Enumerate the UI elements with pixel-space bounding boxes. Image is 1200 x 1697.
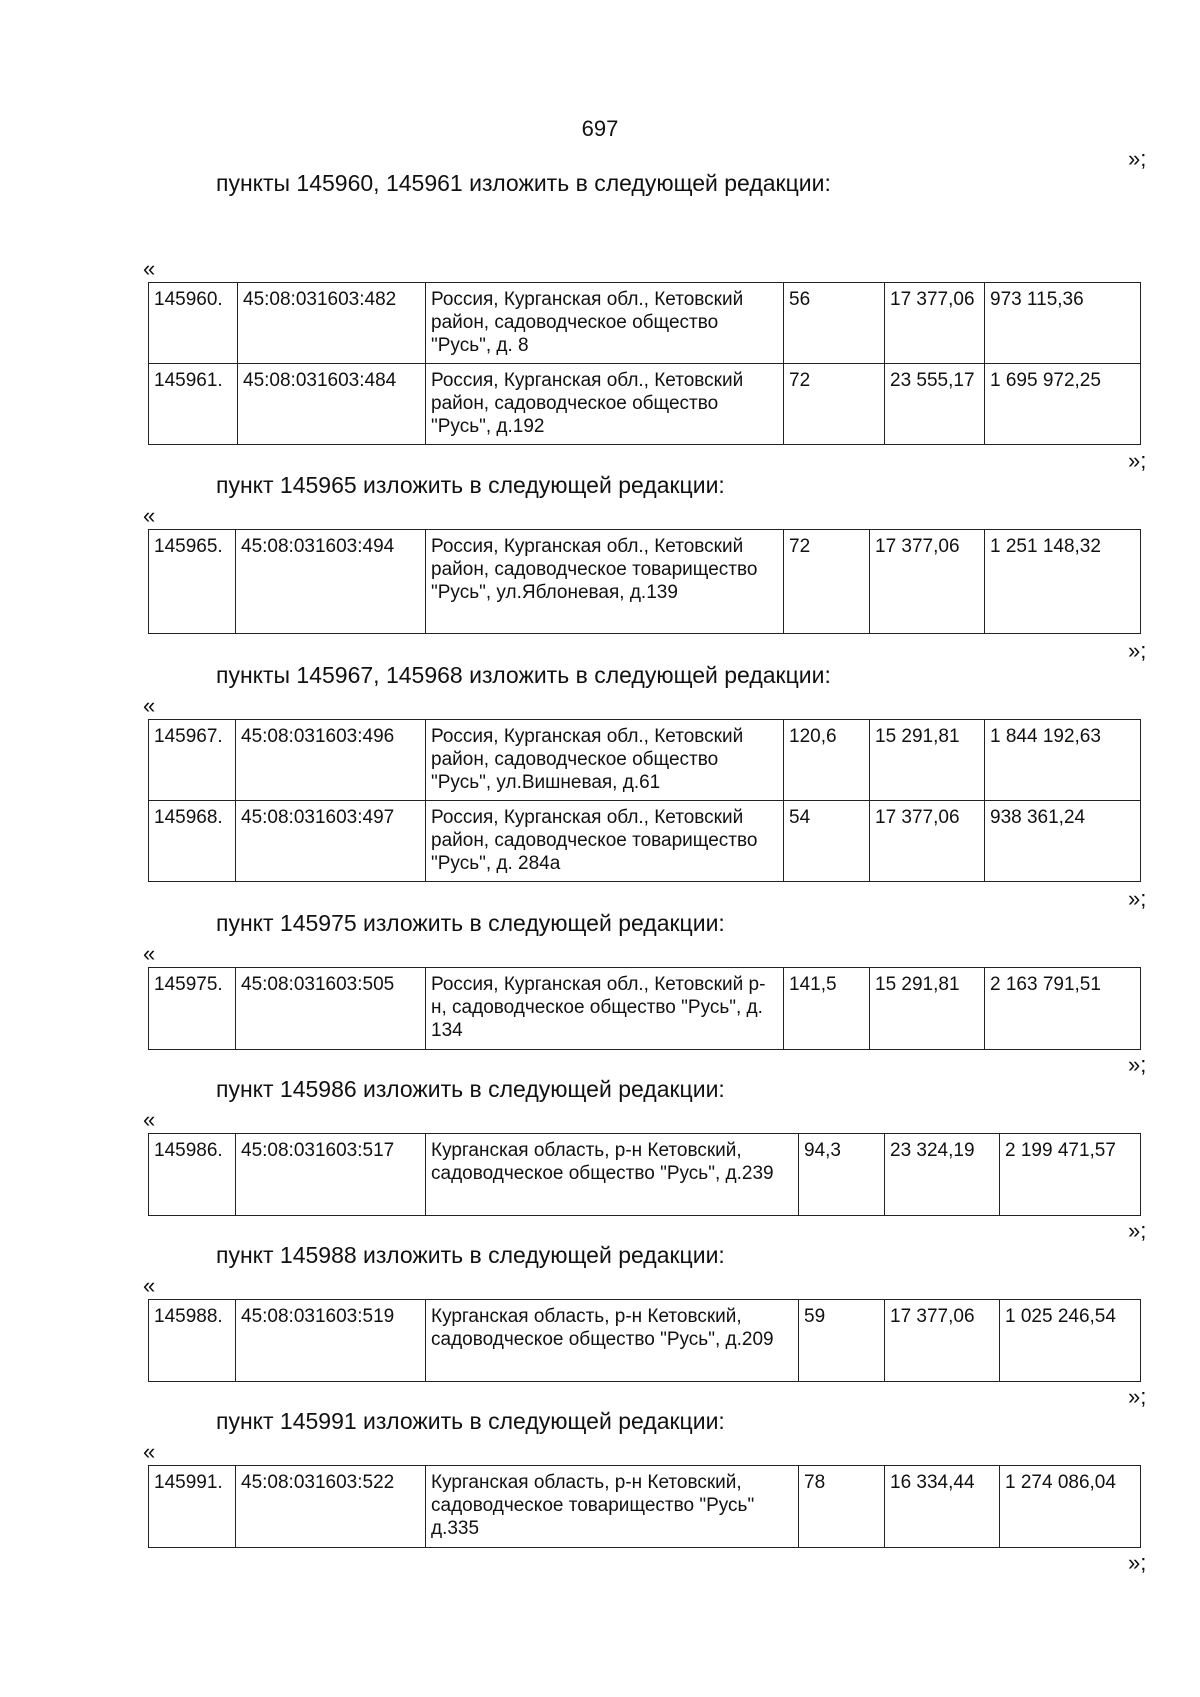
specific-value: 15 291,81: [870, 720, 985, 801]
row-number: 145988.: [149, 1300, 236, 1382]
specific-value: 16 334,44: [885, 1466, 1000, 1548]
table-row: [149, 968, 1141, 1050]
close-quote: »;: [1128, 1218, 1147, 1243]
cadastral-number: 45:08:031603:497: [236, 801, 426, 882]
section-intro: пункт 145965 изложить в следующей редакции:: [216, 472, 725, 498]
address: Курганская область, р-н Кетовский, садоводческое общество "Русь", д.209: [426, 1300, 799, 1382]
row-number: 145968.: [149, 801, 236, 882]
area: 56: [784, 283, 885, 364]
table-row: [149, 1300, 1141, 1382]
cadastral-value: 938 361,24: [985, 801, 1141, 882]
open-quote: «: [143, 693, 156, 718]
close-quote: »;: [1128, 448, 1147, 473]
close-quote: »;: [1128, 1052, 1147, 1077]
row-number: 145961.: [149, 364, 238, 445]
open-quote: «: [143, 256, 156, 281]
entry-table: [148, 967, 1141, 1050]
section-intro: пункт 145975 изложить в следующей редакции:: [216, 910, 725, 936]
cadastral-number: 45:08:031603:517: [236, 1134, 426, 1216]
specific-value: 23 324,19: [885, 1134, 1000, 1216]
cadastral-value: 2 199 471,57: [1000, 1134, 1141, 1216]
cadastral-value: 1 274 086,04: [1000, 1466, 1141, 1548]
cadastral-value: 1 695 972,25: [985, 364, 1141, 445]
address: Курганская область, р-н Кетовский, садоводческое товарищество "Русь" д.335: [426, 1466, 799, 1548]
entry-table: [148, 282, 1141, 445]
address: Россия, Курганская обл., Кетовский р-н, садоводческое общество "Русь", д. 134: [426, 968, 784, 1050]
section-intro: пункт 145986 изложить в следующей редакции:: [216, 1076, 725, 1102]
specific-value: 15 291,81: [870, 968, 985, 1050]
address: Курганская область, р-н Кетовский, садоводческое общество "Русь", д.239: [426, 1134, 799, 1216]
area: 120,6: [784, 720, 870, 801]
cadastral-value: 2 163 791,51: [985, 968, 1141, 1050]
row-number: 145986.: [149, 1134, 236, 1216]
area: 72: [784, 364, 885, 445]
open-quote: «: [143, 941, 156, 966]
page-number: 697: [581, 116, 619, 141]
open-quote: «: [143, 1273, 156, 1298]
specific-value: 17 377,06: [885, 1300, 1000, 1382]
section-intro: пункты 145967, 145968 изложить в следующей редакции:: [216, 662, 831, 688]
address: Россия, Курганская обл., Кетовский район, садоводческое общество "Русь", д. 8: [426, 283, 784, 364]
table-row: [149, 720, 1141, 801]
address: Россия, Курганская обл., Кетовский район, садоводческое общество "Русь", д.192: [426, 364, 784, 445]
row-number: 145960.: [149, 283, 238, 364]
specific-value: 23 555,17: [885, 364, 985, 445]
cadastral-number: 45:08:031603:522: [236, 1466, 426, 1548]
cadastral-number: 45:08:031603:519: [236, 1300, 426, 1382]
close-quote: »;: [1128, 886, 1147, 911]
table-row: [149, 283, 1141, 364]
entry-table: [148, 1465, 1141, 1548]
table-row: [149, 1466, 1141, 1548]
cadastral-value: 1 251 148,32: [985, 530, 1141, 634]
open-quote: «: [143, 1439, 156, 1464]
close-quote: »;: [1128, 1384, 1147, 1409]
entry-table: [148, 529, 1141, 634]
cadastral-number: 45:08:031603:482: [238, 283, 426, 364]
row-number: 145967.: [149, 720, 236, 801]
table-row: [149, 530, 1141, 634]
address: Россия, Курганская обл., Кетовский район, садоводческое товарищество "Русь", д. 284а: [426, 801, 784, 882]
area: 59: [799, 1300, 885, 1382]
close-quote: »;: [1128, 1550, 1147, 1575]
cadastral-value: 1 844 192,63: [985, 720, 1141, 801]
specific-value: 17 377,06: [885, 283, 985, 364]
area: 72: [784, 530, 870, 634]
cadastral-value: 1 025 246,54: [1000, 1300, 1141, 1382]
specific-value: 17 377,06: [870, 530, 985, 634]
open-quote: «: [143, 1107, 156, 1132]
section-intro: пункты 145960, 145961 изложить в следующей редакции:: [216, 170, 831, 196]
area: 94,3: [799, 1134, 885, 1216]
entry-table: [148, 719, 1141, 882]
entry-table: [148, 1299, 1141, 1382]
section-intro: пункт 145988 изложить в следующей редакции:: [216, 1242, 725, 1268]
close-quote: »;: [1128, 146, 1147, 171]
row-number: 145991.: [149, 1466, 236, 1548]
area: 54: [784, 801, 870, 882]
cadastral-number: 45:08:031603:496: [236, 720, 426, 801]
table-row: [149, 1134, 1141, 1216]
address: Россия, Курганская обл., Кетовский район, садоводческое товарищество "Русь", ул.Яблоневая, д.139: [426, 530, 784, 634]
cadastral-number: 45:08:031603:505: [236, 968, 426, 1050]
table-row: [149, 364, 1141, 445]
section-intro: пункт 145991 изложить в следующей редакции:: [216, 1408, 725, 1434]
cadastral-value: 973 115,36: [985, 283, 1141, 364]
address: Россия, Курганская обл., Кетовский район, садоводческое общество "Русь", ул.Вишневая, д.61: [426, 720, 784, 801]
open-quote: «: [143, 503, 156, 528]
area: 78: [799, 1466, 885, 1548]
row-number: 145965.: [149, 530, 236, 634]
cadastral-number: 45:08:031603:494: [236, 530, 426, 634]
cadastral-number: 45:08:031603:484: [238, 364, 426, 445]
row-number: 145975.: [149, 968, 236, 1050]
entry-table: [148, 1133, 1141, 1216]
area: 141,5: [784, 968, 870, 1050]
specific-value: 17 377,06: [870, 801, 985, 882]
close-quote: »;: [1128, 638, 1147, 663]
table-row: [149, 801, 1141, 882]
